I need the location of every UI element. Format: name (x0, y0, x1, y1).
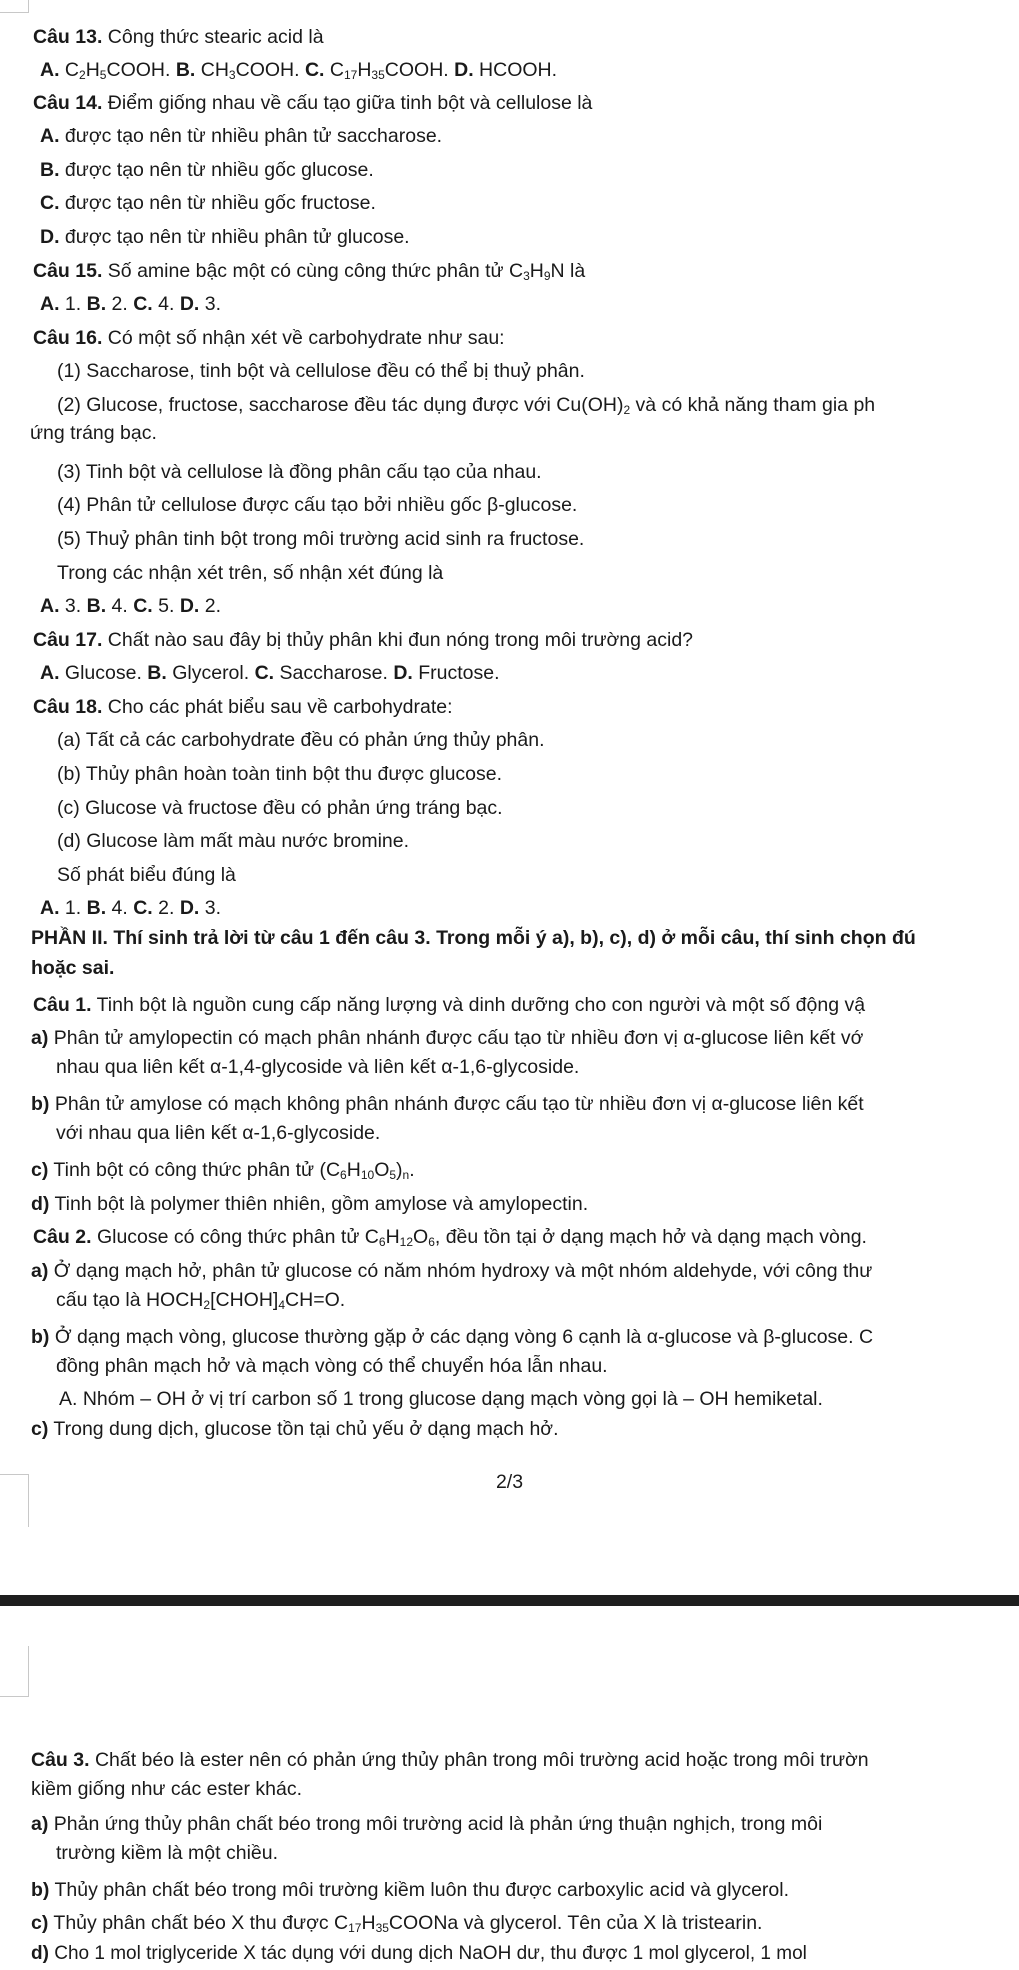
question-18-item-b: (b) Thủy phân hoàn toàn tinh bột thu được glucose. (57, 763, 503, 785)
question-17: Câu 17. Chất nào sau đây bị thủy phân khi đun nóng trong môi trường acid? (33, 629, 694, 651)
question-16-summary: Trong các nhận xét trên, số nhận xét đúng là (57, 562, 444, 584)
part-2-question-3-continued: kiềm giống như các ester khác. (31, 1778, 303, 1800)
question-16-item-1: (1) Saccharose, tinh bột và cellulose đều có thể bị thuỷ phân. (57, 360, 585, 382)
question-16-item-5: (5) Thuỷ phân tinh bột trong môi trường acid sinh ra fructose. (57, 528, 585, 550)
question-16-item-2: (2) Glucose, fructose, saccharose đều tác dụng được với $Cu(OH)_2$ và có khả năng tham gia ph (57, 394, 876, 417)
question-15-options: A. 1. B. 2. C. 4. D. 3. (40, 293, 222, 315)
question-16-options: A. 3. B. 4. C. 5. D. 2. (40, 595, 222, 617)
page-corner-mark (0, 0, 29, 13)
part-2-question-3-item-c: c) Thủy phân chất béo X thu được $C_{17}H_{35}COONa$ và glycerol. Tên của X là tristearin. (31, 1912, 763, 1935)
part-2-question-1-item-c: c) Tinh bột có công thức phân tử $(C_6H_{10}O_5)_n$. (31, 1159, 415, 1182)
question-13-options: A. $C_2H_5COOH$. B. $CH_3COOH$. C. $C_{17}H_{35}COOH$. D. HCOOH. (40, 59, 558, 82)
question-16-item-3: (3) Tinh bột và cellulose là đồng phân cấu tạo của nhau. (57, 461, 542, 483)
question-16-item-4: (4) Phân tử cellulose được cấu tạo bởi nhiều gốc β-glucose. (57, 494, 578, 516)
question-17-options: A. Glucose. B. Glycerol. C. Saccharose. D. Fructose. (40, 662, 500, 684)
part-2-question-1: Câu 1. Tinh bột là nguồn cung cấp năng lượng và dinh dưỡng cho con người và một số động vậ (33, 994, 866, 1016)
part-2-question-1-item-d: d) Tinh bột là polymer thiên nhiên, gồm amylose và amylopectin. (31, 1193, 589, 1215)
question-18-item-a: (a) Tất cả các carbohydrate đều có phản ứng thủy phân. (57, 729, 545, 751)
part-2-question-2-extra-note: A. Nhóm – OH ở vị trí carbon số 1 trong glucose dạng mạch vòng gọi là – OH hemiketal. (59, 1388, 823, 1410)
part-2-question-1-item-b: b) Phân tử amylose có mạch không phân nhánh được cấu tạo từ nhiều đơn vị α-glucose liên kết (31, 1093, 864, 1115)
question-14-option-d: D. được tạo nên từ nhiều phân tử glucose. (40, 226, 410, 248)
exam-page-2 (0, 1606, 1019, 1970)
part-2-question-1-item-a: a) Phân tử amylopectin có mạch phân nhánh được cấu tạo từ nhiều đơn vị α-glucose liên kết vớ (31, 1027, 864, 1049)
part-2-question-2-item-b: b) Ở dạng mạch vòng, glucose thường gặp ở các dạng vòng 6 cạnh là α-glucose và β-glucose. C (31, 1326, 874, 1348)
question-14: Câu 14. Điểm giống nhau về cấu tạo giữa tinh bột và cellulose là (33, 92, 593, 114)
question-16-item-2-continued: ứng tráng bạc. (30, 422, 157, 444)
question-14-option-a: A. được tạo nên từ nhiều phân tử saccharose. (40, 125, 443, 147)
question-16: Câu 16. Có một số nhận xét về carbohydrate như sau: (33, 327, 505, 349)
question-14-option-c: C. được tạo nên từ nhiều gốc fructose. (40, 192, 376, 214)
question-13: Câu 13. Công thức stearic acid là (33, 26, 324, 48)
part-2-question-2-item-b-continued: đồng phân mạch hở và mạch vòng có thể chuyển hóa lẫn nhau. (56, 1355, 608, 1377)
question-14-option-b: B. được tạo nên từ nhiều gốc glucose. (40, 159, 374, 181)
question-18-summary: Số phát biểu đúng là (57, 864, 236, 886)
part-2-question-2-item-c: c) Trong dung dịch, glucose tồn tại chủ yếu ở dạng mạch hở. (31, 1418, 559, 1440)
question-18-options: A. 1. B. 4. C. 2. D. 3. (40, 897, 222, 919)
part-2-question-2: Câu 2. Glucose có công thức phân tử $C_6H_{12}O_6$, đều tồn tại ở dạng mạch hở và dạng mạch vòng. (33, 1226, 867, 1249)
part-2-question-1-item-b-continued: với nhau qua liên kết α-1,6-glycoside. (56, 1122, 381, 1144)
question-18-item-d: (d) Glucose làm mất màu nước bromine. (57, 830, 410, 852)
question-18: Câu 18. Cho các phát biểu sau về carbohydrate: (33, 696, 453, 718)
part-2-question-2-item-a-continued: cấu tạo là $HOCH_2[CHOH]_4CH=O$. (56, 1289, 346, 1312)
question-15: Câu 15. Số amine bậc một có cùng công thức phân tử $C_3H_9N$ là (33, 260, 586, 283)
part-2-question-3-item-b: b) Thủy phân chất béo trong môi trường kiềm luôn thu được carboxylic acid và glycerol. (31, 1879, 790, 1901)
part-2-question-3-item-d: d) Cho 1 mol triglyceride X tác dụng với dung dịch NaOH dư, thu được 1 mol glycerol, 1 mol (31, 1943, 807, 1964)
part-2-question-2-item-a: a) Ở dạng mạch hở, phân tử glucose có năm nhóm hydroxy và một nhóm aldehyde, với công thư (31, 1260, 873, 1282)
part-2-heading: PHẦN II. Thí sinh trả lời từ câu 1 đến câu 3. Trong mỗi ý a), b), c), d) ở mỗi câu, thí sinh chọn đú (31, 927, 916, 949)
part-2-question-3-item-a-continued: trường kiềm là một chiều. (56, 1842, 279, 1864)
part-2-question-1-item-a-continued: nhau qua liên kết α-1,4-glycoside và liên kết α-1,6-glycoside. (56, 1056, 580, 1078)
page-number: 2/3 (495, 1471, 524, 1493)
question-18-item-c: (c) Glucose và fructose đều có phản ứng tráng bạc. (57, 797, 503, 819)
page-corner-mark (0, 1646, 29, 1697)
page-separator (0, 1595, 1019, 1606)
part-2-question-3-item-a: a) Phản ứng thủy phân chất béo trong môi trường acid là phản ứng thuận nghịch, trong môi (31, 1813, 823, 1835)
part-2-question-3: Câu 3. Chất béo là ester nên có phản ứng thủy phân trong môi trường acid hoặc trong môi trườn (31, 1749, 869, 1771)
part-2-heading-continued: hoặc sai. (31, 957, 115, 979)
